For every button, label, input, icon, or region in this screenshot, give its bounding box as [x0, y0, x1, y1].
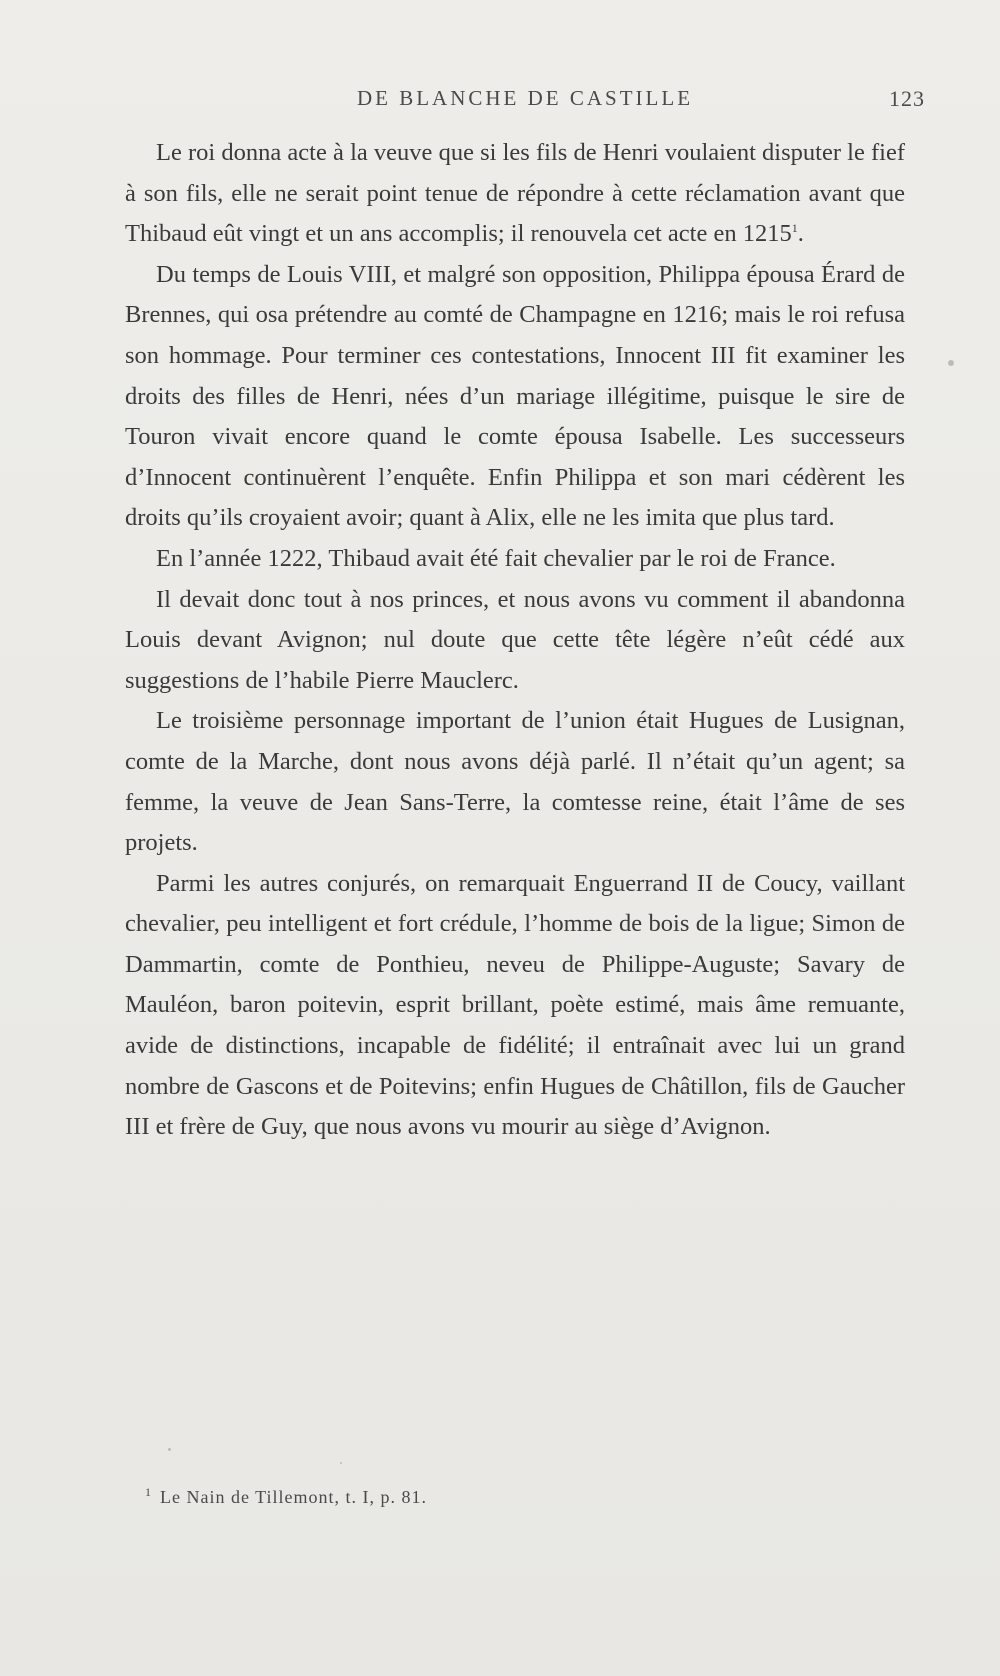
- paragraph-2: Du temps de Louis VIII, et malgré son opposition, Philippa épousa Érard de Brennes, qui osa prétendre au comté de Champagne en 1216; mais le roi refusa son hommage. Pour terminer ces contestations, Innocent III fit examiner les droits des filles de Henri, nées d’un mariage illégitime, puisque le sire de Touron vivait encore quand le comte épousa Isabelle. Les successeurs d’Innocent continuèrent l’enquête. Enfin Philippa et son mari cédèrent les droits qu’ils croyaient avoir; quant à Alix, elle ne les imita que plus tard.: [125, 260, 905, 532]
- paragraph-1-end: .: [797, 220, 804, 248]
- footnote: [145, 1485, 905, 1508]
- body-text: [125, 133, 905, 1148]
- paragraph-3: En l’année 1222, Thibaud avait été fait chevalier par le roi de France.: [156, 544, 836, 572]
- paragraph-4: Il devait donc tout à nos princes, et nous avons vu comment il abandonna Louis devant Avignon; nul doute que cette tête légère n’eût cédé aux suggestions de l’habile Pierre Mauclerc.: [125, 585, 905, 694]
- paragraph-6: Parmi les autres conjurés, on remarquait Enguerrand II de Coucy, vaillant chevalier, peu intelligent et fort crédule, l’homme de bois de la ligue; Simon de Dammartin, comte de Ponthieu, neveu de Philippe-Auguste; Savary de Mauléon, baron poitevin, esprit brillant, poète estimé, mais âme remuante, avide de distinctions, incapable de fidélité; il entraînait avec lui un grand nombre de Gascons et de Poitevins; enfin Hugues de Châtillon, fils de Gaucher III et frère de Guy, que nous avons vu mourir au siège d’Avignon.: [125, 869, 905, 1141]
- running-head: [125, 86, 925, 120]
- footnote-marker: 1: [145, 1485, 152, 1499]
- paper-speck: [948, 360, 954, 366]
- paragraph-5: Le troisième personnage important de l’union était Hugues de Lusignan, comte de la Marche, dont nous avons déjà parlé. Il n’était qu’un agent; sa femme, la veuve de Jean Sans-Terre, la comtesse reine, était l’âme de ses projets.: [125, 707, 905, 857]
- footnote-text: Le Nain de Tillemont, t. I, p. 81.: [160, 1487, 427, 1507]
- paper-speck: [168, 1448, 171, 1451]
- paper-speck: [340, 1462, 342, 1464]
- footnote-reference: 1: [791, 221, 798, 236]
- paragraph-1-text: Le roi donna acte à la veuve que si les fils de Henri voulaient disputer le fief à son fils, elle ne serait point tenue de répondre à cette réclamation avant que Thibaud eût vingt et un ans accomplis; il renouvela cet acte en 1215: [125, 139, 905, 248]
- paragraph-1: [125, 133, 905, 255]
- running-title: DE BLANCHE DE CASTILLE: [356, 86, 694, 110]
- page-number: 123: [889, 86, 925, 111]
